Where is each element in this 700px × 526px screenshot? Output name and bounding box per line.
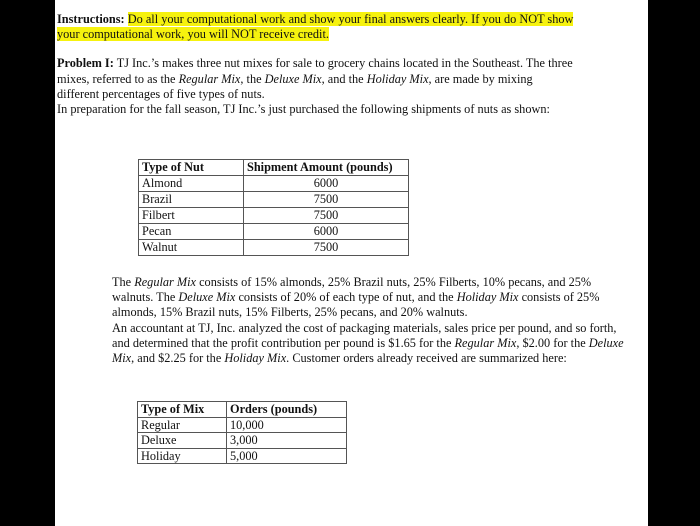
instructions-label: Instructions: (57, 12, 125, 26)
table-header-row (139, 160, 409, 176)
nut-name: Pecan (139, 224, 244, 240)
nut-name: Walnut (139, 240, 244, 256)
nut-amount: 7500 (244, 192, 409, 208)
table-row (139, 240, 409, 256)
mix-paragraph: The Regular Mix consists of 15% almonds, 25% Brazil nuts, 25% Filberts, 10% pecans, and 25% walnuts. The Deluxe Mix consists of 20% of each type of nut, and the Holiday Mix consists of 25% almonds, 15% Brazil nuts, 15% Filberts, 25% pecans, and 20% walnuts. (112, 275, 600, 320)
nut-amount: 7500 (244, 208, 409, 224)
shipment-intro: In preparation for the fall season, TJ Inc.’s just purchased the following shipments of nuts as shown: (57, 102, 550, 117)
nut-amount: 7500 (244, 240, 409, 256)
table-row (139, 224, 409, 240)
problem-label: Problem I: (57, 56, 114, 71)
header-mix-type: Type of Mix (138, 402, 227, 418)
table-row (139, 192, 409, 208)
header-orders: Orders (pounds) (227, 402, 347, 418)
problem-paragraph: Problem I: TJ Inc.’s makes three nut mixes for sale to grocery chains located in the Southeast. The three mixes, referred to as the Regular Mix, the Deluxe Mix, and the Holiday Mix, are made by mixing different percentages of five types of nuts. (57, 56, 573, 101)
table-row (138, 448, 347, 464)
table-header-row (138, 402, 347, 418)
mix-orders: 10,000 (227, 417, 347, 433)
document-text (57, 12, 577, 117)
nut-name: Brazil (139, 192, 244, 208)
mix-orders: 5,000 (227, 448, 347, 464)
nut-name: Filbert (139, 208, 244, 224)
mix-name: Regular (138, 417, 227, 433)
mix-description (112, 275, 632, 366)
shipments-table (138, 159, 409, 256)
mix-orders: 3,000 (227, 433, 347, 449)
table-row (139, 176, 409, 192)
table-row (139, 208, 409, 224)
table-row (138, 417, 347, 433)
instructions-highlight: Do all your computational work and show your final answers clearly. If you do NOT show your computational work, you will NOT receive credit. (57, 12, 574, 42)
header-nut-type: Type of Nut (139, 160, 244, 176)
mix-name: Deluxe (138, 433, 227, 449)
header-shipment-amount: Shipment Amount (pounds) (244, 160, 409, 176)
nut-amount: 6000 (244, 176, 409, 192)
instructions-paragraph (57, 12, 577, 42)
profit-paragraph: An accountant at TJ, Inc. analyzed the cost of packaging materials, sales price per pound, and so forth, and determined that the profit contribution per pound is $1.65 for the Regular Mix, $2.00 for the Deluxe Mix, and $2.25 for the Holiday Mix. Customer orders already received are summarized here: (112, 320, 624, 366)
mix-name: Holiday (138, 448, 227, 464)
table-row (138, 433, 347, 449)
nut-name: Almond (139, 176, 244, 192)
orders-table (137, 401, 347, 464)
nut-amount: 6000 (244, 224, 409, 240)
